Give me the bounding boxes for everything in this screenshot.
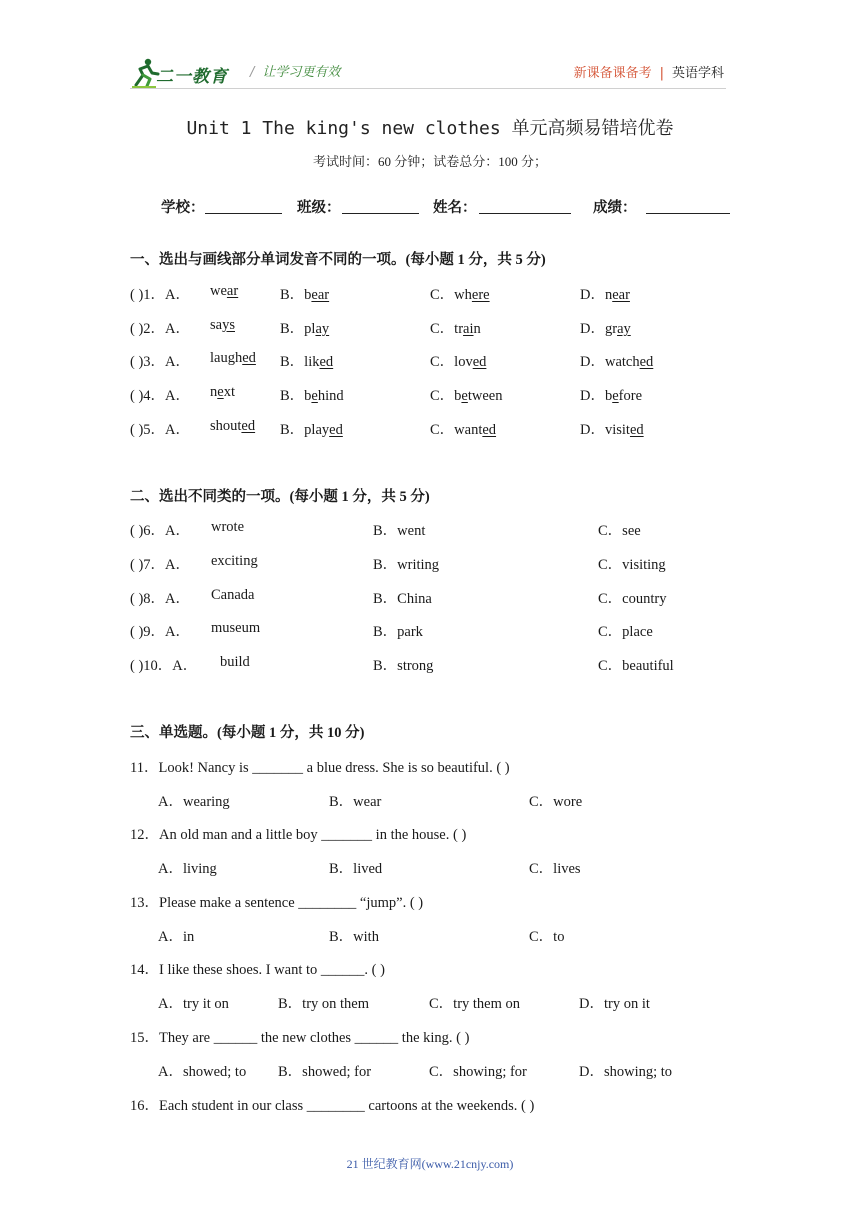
name-label: 姓名： bbox=[433, 200, 477, 216]
option-c: C．between bbox=[430, 388, 503, 404]
question-number: ( )7．A． bbox=[130, 557, 191, 573]
option-b: B．try on them bbox=[278, 996, 370, 1012]
header-subject-label: 英语学科 bbox=[671, 66, 724, 81]
option-a: wear bbox=[210, 283, 239, 299]
school-field[interactable] bbox=[205, 213, 282, 214]
class-field[interactable] bbox=[342, 213, 419, 214]
question-stem: 15．They are ______ the new clothes ______ the king. ( ) bbox=[130, 1030, 470, 1046]
section-2-heading: 二、选出不同类的一项。(每小题 1 分，共 5 分) bbox=[130, 489, 430, 505]
option-b: B．lived bbox=[329, 861, 383, 877]
name-field[interactable] bbox=[479, 213, 571, 214]
option-a: A．showed; to bbox=[158, 1064, 247, 1080]
option-a: Canada bbox=[211, 587, 255, 603]
question-number: ( )10．A． bbox=[130, 658, 198, 674]
option-a: A．in bbox=[158, 929, 195, 945]
score-label: 成绩： bbox=[593, 200, 637, 216]
option-b: B．wear bbox=[329, 794, 382, 810]
option-a: wrote bbox=[211, 519, 245, 535]
option-a: museum bbox=[211, 620, 261, 636]
question-number: ( )2．A． bbox=[130, 321, 191, 337]
option-a: says bbox=[210, 317, 235, 333]
option-c: C．where bbox=[430, 287, 490, 303]
option-d: D．gray bbox=[580, 321, 631, 337]
question-number: ( )4．A． bbox=[130, 388, 191, 404]
class-label: 班级： bbox=[297, 200, 341, 216]
option-b: B．liked bbox=[280, 354, 334, 370]
option-c: C．beautiful bbox=[598, 658, 674, 674]
question-number: ( )8．A． bbox=[130, 591, 191, 607]
question-number: ( )5．A． bbox=[130, 422, 191, 438]
page-header bbox=[130, 55, 726, 91]
option-b: B．played bbox=[280, 422, 343, 438]
slogan: / 让学习更有效 bbox=[250, 65, 341, 80]
footer-source: 21 世纪教育网(www.21cnjy.com) bbox=[346, 1157, 514, 1171]
option-a: build bbox=[220, 654, 250, 670]
option-b: B．writing bbox=[373, 557, 440, 573]
question-number: ( )6．A． bbox=[130, 523, 191, 539]
option-a: laughed bbox=[210, 350, 256, 366]
option-d: D．visited bbox=[580, 422, 644, 438]
option-a: A．living bbox=[158, 861, 217, 877]
option-d: D．showing; to bbox=[579, 1064, 673, 1080]
option-c: C．train bbox=[430, 321, 481, 337]
header-course-label: 新课备课备考 bbox=[573, 66, 652, 81]
option-d: D．before bbox=[580, 388, 643, 404]
question-stem: 13．Please make a sentence ________ “jump”. ( ) bbox=[130, 895, 424, 911]
option-c: C．showing; for bbox=[429, 1064, 527, 1080]
option-c: C．wanted bbox=[430, 422, 497, 438]
section-1-heading: 一、选出与画线部分单词发音不同的一项。(每小题 1 分，共 5 分) bbox=[130, 252, 546, 268]
score-field[interactable] bbox=[646, 213, 730, 214]
option-c: C．loved bbox=[430, 354, 487, 370]
page-title: Unit 1 The king's new clothes 单元高频易错培优卷 bbox=[186, 118, 674, 139]
question-stem: 16．Each student in our class ________ cartoons at the weekends. ( ) bbox=[130, 1098, 535, 1114]
logo-text: 二一教育 bbox=[156, 67, 228, 87]
header-divider bbox=[130, 88, 726, 89]
option-c: C．place bbox=[598, 624, 653, 640]
option-a: next bbox=[210, 384, 235, 400]
header-right: 新课备课备考 | 英语学科 bbox=[573, 66, 724, 81]
option-b: B．park bbox=[373, 624, 423, 640]
option-d: D．try on it bbox=[579, 996, 650, 1012]
slogan-text: 让学习更有效 bbox=[262, 65, 341, 80]
option-a: exciting bbox=[211, 553, 258, 569]
question-stem: 11．Look! Nancy is _______ a blue dress. She is so beautiful. ( ) bbox=[130, 760, 510, 776]
option-d: D．near bbox=[580, 287, 630, 303]
question-stem: 14．I like these shoes. I want to ______. ( ) bbox=[130, 962, 385, 978]
question-stem: 12．An old man and a little boy _______ in the house. ( ) bbox=[130, 827, 467, 843]
question-number: ( )3．A． bbox=[130, 354, 191, 370]
option-b: B．went bbox=[373, 523, 426, 539]
section-3-heading: 三、单选题。(每小题 1 分，共 10 分) bbox=[130, 725, 365, 741]
question-number: ( )1．A． bbox=[130, 287, 191, 303]
option-c: C．wore bbox=[529, 794, 583, 810]
option-a: A．wearing bbox=[158, 794, 230, 810]
page-subtitle: 考试时间：60 分钟；试卷总分：100 分； bbox=[312, 154, 547, 169]
option-c: C．to bbox=[529, 929, 565, 945]
option-d: D．watched bbox=[580, 354, 654, 370]
option-c: C．country bbox=[598, 591, 667, 607]
option-c: C．visiting bbox=[598, 557, 666, 573]
option-a: shouted bbox=[210, 418, 256, 434]
logo bbox=[130, 55, 240, 89]
option-b: B．behind bbox=[280, 388, 344, 404]
option-b: B．showed; for bbox=[278, 1064, 372, 1080]
option-b: B．China bbox=[373, 591, 432, 607]
option-b: B．play bbox=[280, 321, 330, 337]
option-b: B．bear bbox=[280, 287, 330, 303]
school-label: 学校： bbox=[161, 200, 205, 216]
option-c: C．lives bbox=[529, 861, 581, 877]
option-c: C．see bbox=[598, 523, 641, 539]
option-b: B．strong bbox=[373, 658, 434, 674]
option-a: A．try it on bbox=[158, 996, 229, 1012]
option-b: B．with bbox=[329, 929, 379, 945]
question-number: ( )9．A． bbox=[130, 624, 191, 640]
option-c: C．try them on bbox=[429, 996, 521, 1012]
